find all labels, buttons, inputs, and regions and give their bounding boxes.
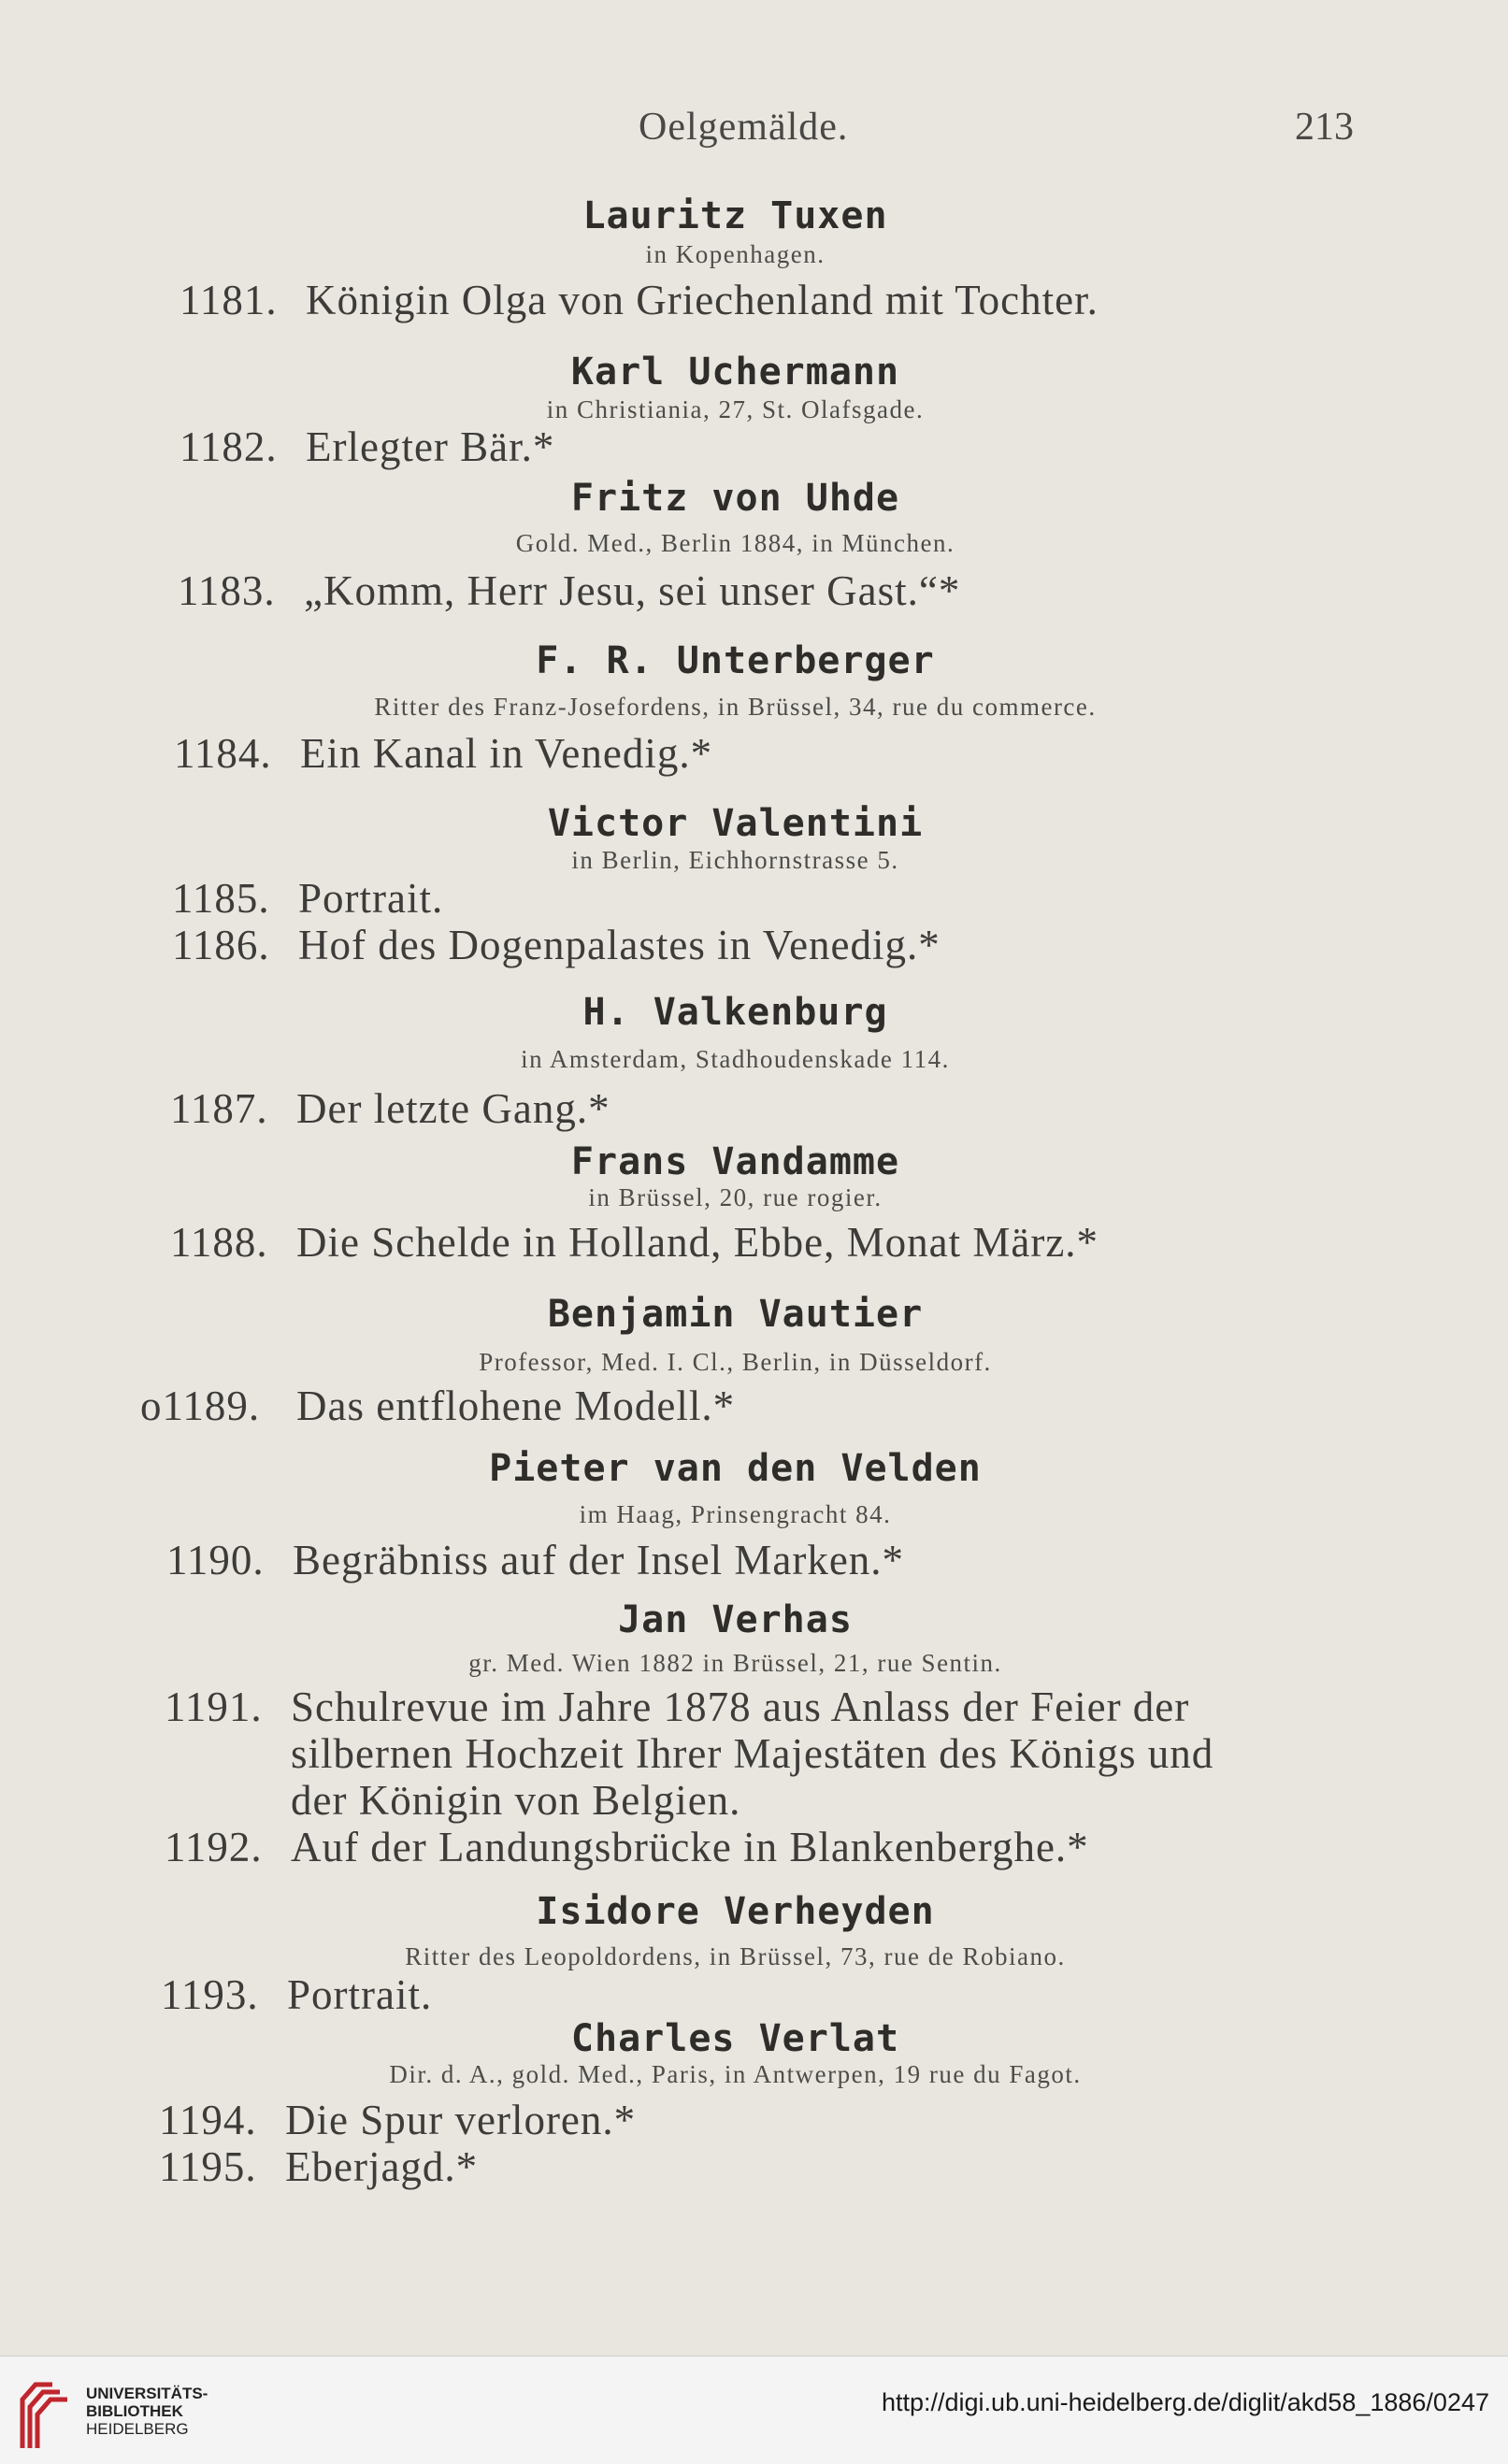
artist-info: Ritter des Franz-Josefordens, in Brüssel, 34, rue du commerce. bbox=[374, 693, 1097, 721]
running-head-title: Oelgemälde. bbox=[639, 106, 849, 149]
entry-number: 1191. bbox=[165, 1683, 263, 1730]
catalogue-entry-continuation bbox=[165, 1776, 740, 1825]
entry-number: 1193. bbox=[161, 1971, 259, 2018]
catalogue-entry bbox=[159, 2096, 636, 2144]
entry-number: 1186. bbox=[172, 922, 270, 968]
artist-info: Professor, Med. I. Cl., Berlin, in Düsseldorf. bbox=[479, 1348, 992, 1376]
entry-title-continued: der Königin von Belgien. bbox=[291, 1777, 741, 1824]
catalogue-entry bbox=[140, 1382, 735, 1430]
artist-info: Gold. Med., Berlin 1884, in München. bbox=[515, 529, 955, 557]
entry-title: Begräbniss auf der Insel Marken.* bbox=[293, 1537, 905, 1583]
entry-number: 1182. bbox=[180, 423, 278, 470]
artist-name: Isidore Verheyden bbox=[536, 1890, 935, 1933]
entry-number: 1181. bbox=[180, 277, 278, 323]
source-url-link[interactable]: http://digi.ub.uni-heidelberg.de/diglit/akd58_1886/0247 bbox=[881, 2388, 1489, 2416]
catalogue-entry-continuation bbox=[165, 1729, 1214, 1778]
catalogue-entry bbox=[170, 1084, 610, 1133]
entry-title: Erlegter Bär.* bbox=[306, 423, 555, 470]
catalogue-entry bbox=[161, 1970, 432, 2019]
artist-info: gr. Med. Wien 1882 in Brüssel, 21, rue Sentin. bbox=[468, 1649, 1002, 1677]
entry-number: 1184. bbox=[174, 730, 272, 777]
entry-title: Der letzte Gang.* bbox=[296, 1085, 610, 1132]
library-name: UNIVERSITÄTS- BIBLIOTHEK HEIDELBERG bbox=[86, 2385, 208, 2438]
catalogue-entry bbox=[180, 276, 1099, 324]
artist-name: Frans Vandamme bbox=[570, 1140, 900, 1183]
artist-info: in Brüssel, 20, rue rogier. bbox=[588, 1183, 883, 1211]
catalogue-entry bbox=[174, 729, 712, 778]
entry-title: Eberjagd.* bbox=[285, 2143, 479, 2190]
catalogue-entry bbox=[165, 1683, 1189, 1731]
entry-number: 1188. bbox=[170, 1219, 268, 1266]
entry-number: 1187. bbox=[170, 1085, 268, 1132]
entry-title: Portrait. bbox=[298, 875, 444, 922]
artist-name: Victor Valentini bbox=[547, 802, 924, 845]
catalogue-entry bbox=[172, 874, 443, 923]
entry-title: Auf der Landungsbrücke in Blankenberghe.* bbox=[291, 1824, 1089, 1870]
artist-name: Lauritz Tuxen bbox=[582, 194, 888, 237]
entry-number: 1195. bbox=[159, 2143, 257, 2190]
artist-name: Jan Verhas bbox=[618, 1598, 853, 1641]
running-head bbox=[0, 105, 1508, 161]
catalogue-entry bbox=[166, 1536, 904, 1584]
library-logo-icon bbox=[15, 2379, 73, 2454]
artist-info: Dir. d. A., gold. Med., Paris, in Antwerpen, 19 rue du Fagot. bbox=[389, 2060, 1082, 2088]
artist-name: F. R. Unterberger bbox=[536, 639, 935, 682]
artist-name: Benjamin Vautier bbox=[547, 1293, 924, 1336]
entry-number: 1190. bbox=[166, 1537, 265, 1583]
entry-title: Die Spur verloren.* bbox=[285, 2097, 637, 2143]
entry-number: 1192. bbox=[165, 1824, 263, 1870]
entry-number: 1194. bbox=[159, 2097, 257, 2143]
artist-info: in Kopenhagen. bbox=[645, 240, 826, 268]
entry-title: Die Schelde in Holland, Ebbe, Monat März.* bbox=[296, 1219, 1099, 1266]
entry-number: 1183. bbox=[178, 567, 276, 614]
artist-info: in Christiania, 27, St. Olafsgade. bbox=[546, 395, 925, 423]
artist-info: Ritter des Leopoldordens, in Brüssel, 73, rue de Robiano. bbox=[405, 1942, 1066, 1970]
artist-name: H. Valkenburg bbox=[582, 991, 888, 1034]
entry-title: Königin Olga von Griechenland mit Tochter. bbox=[306, 277, 1099, 323]
page-number: 213 bbox=[1295, 106, 1354, 149]
entry-number: 1185. bbox=[172, 875, 270, 922]
entry-title: Ein Kanal in Venedig.* bbox=[300, 730, 713, 777]
entry-title: Das entflohene Modell.* bbox=[296, 1382, 736, 1429]
catalogue-entry bbox=[170, 1218, 1099, 1267]
entry-number: o1189. bbox=[140, 1382, 261, 1429]
catalogue-entry bbox=[180, 423, 554, 471]
entry-title: Hof des Dogenpalastes in Venedig.* bbox=[298, 922, 941, 968]
artist-info: im Haag, Prinsengracht 84. bbox=[579, 1500, 892, 1528]
entry-title: „Komm, Herr Jesu, sei unser Gast.“* bbox=[304, 567, 961, 614]
catalogue-entry bbox=[159, 2142, 478, 2191]
artist-name: Charles Verlat bbox=[570, 2017, 900, 2060]
entry-title: Portrait. bbox=[287, 1971, 433, 2018]
artist-info: in Amsterdam, Stadhoudenskade 114. bbox=[521, 1045, 950, 1073]
artist-name: Pieter van den Velden bbox=[489, 1447, 982, 1490]
entry-title: Schulrevue im Jahre 1878 aus Anlass der Feier der bbox=[291, 1683, 1190, 1730]
catalogue-entry bbox=[172, 921, 941, 969]
artist-name: Fritz von Uhde bbox=[570, 477, 900, 520]
artist-info: in Berlin, Eichhornstrasse 5. bbox=[571, 846, 899, 874]
catalogue-entry bbox=[178, 566, 960, 615]
viewer-footer bbox=[0, 2356, 1508, 2464]
artist-name: Karl Uchermann bbox=[570, 351, 900, 394]
catalogue-entry bbox=[165, 1823, 1089, 1871]
entry-title-continued: silbernen Hochzeit Ihrer Majestäten des Königs und bbox=[291, 1730, 1214, 1777]
